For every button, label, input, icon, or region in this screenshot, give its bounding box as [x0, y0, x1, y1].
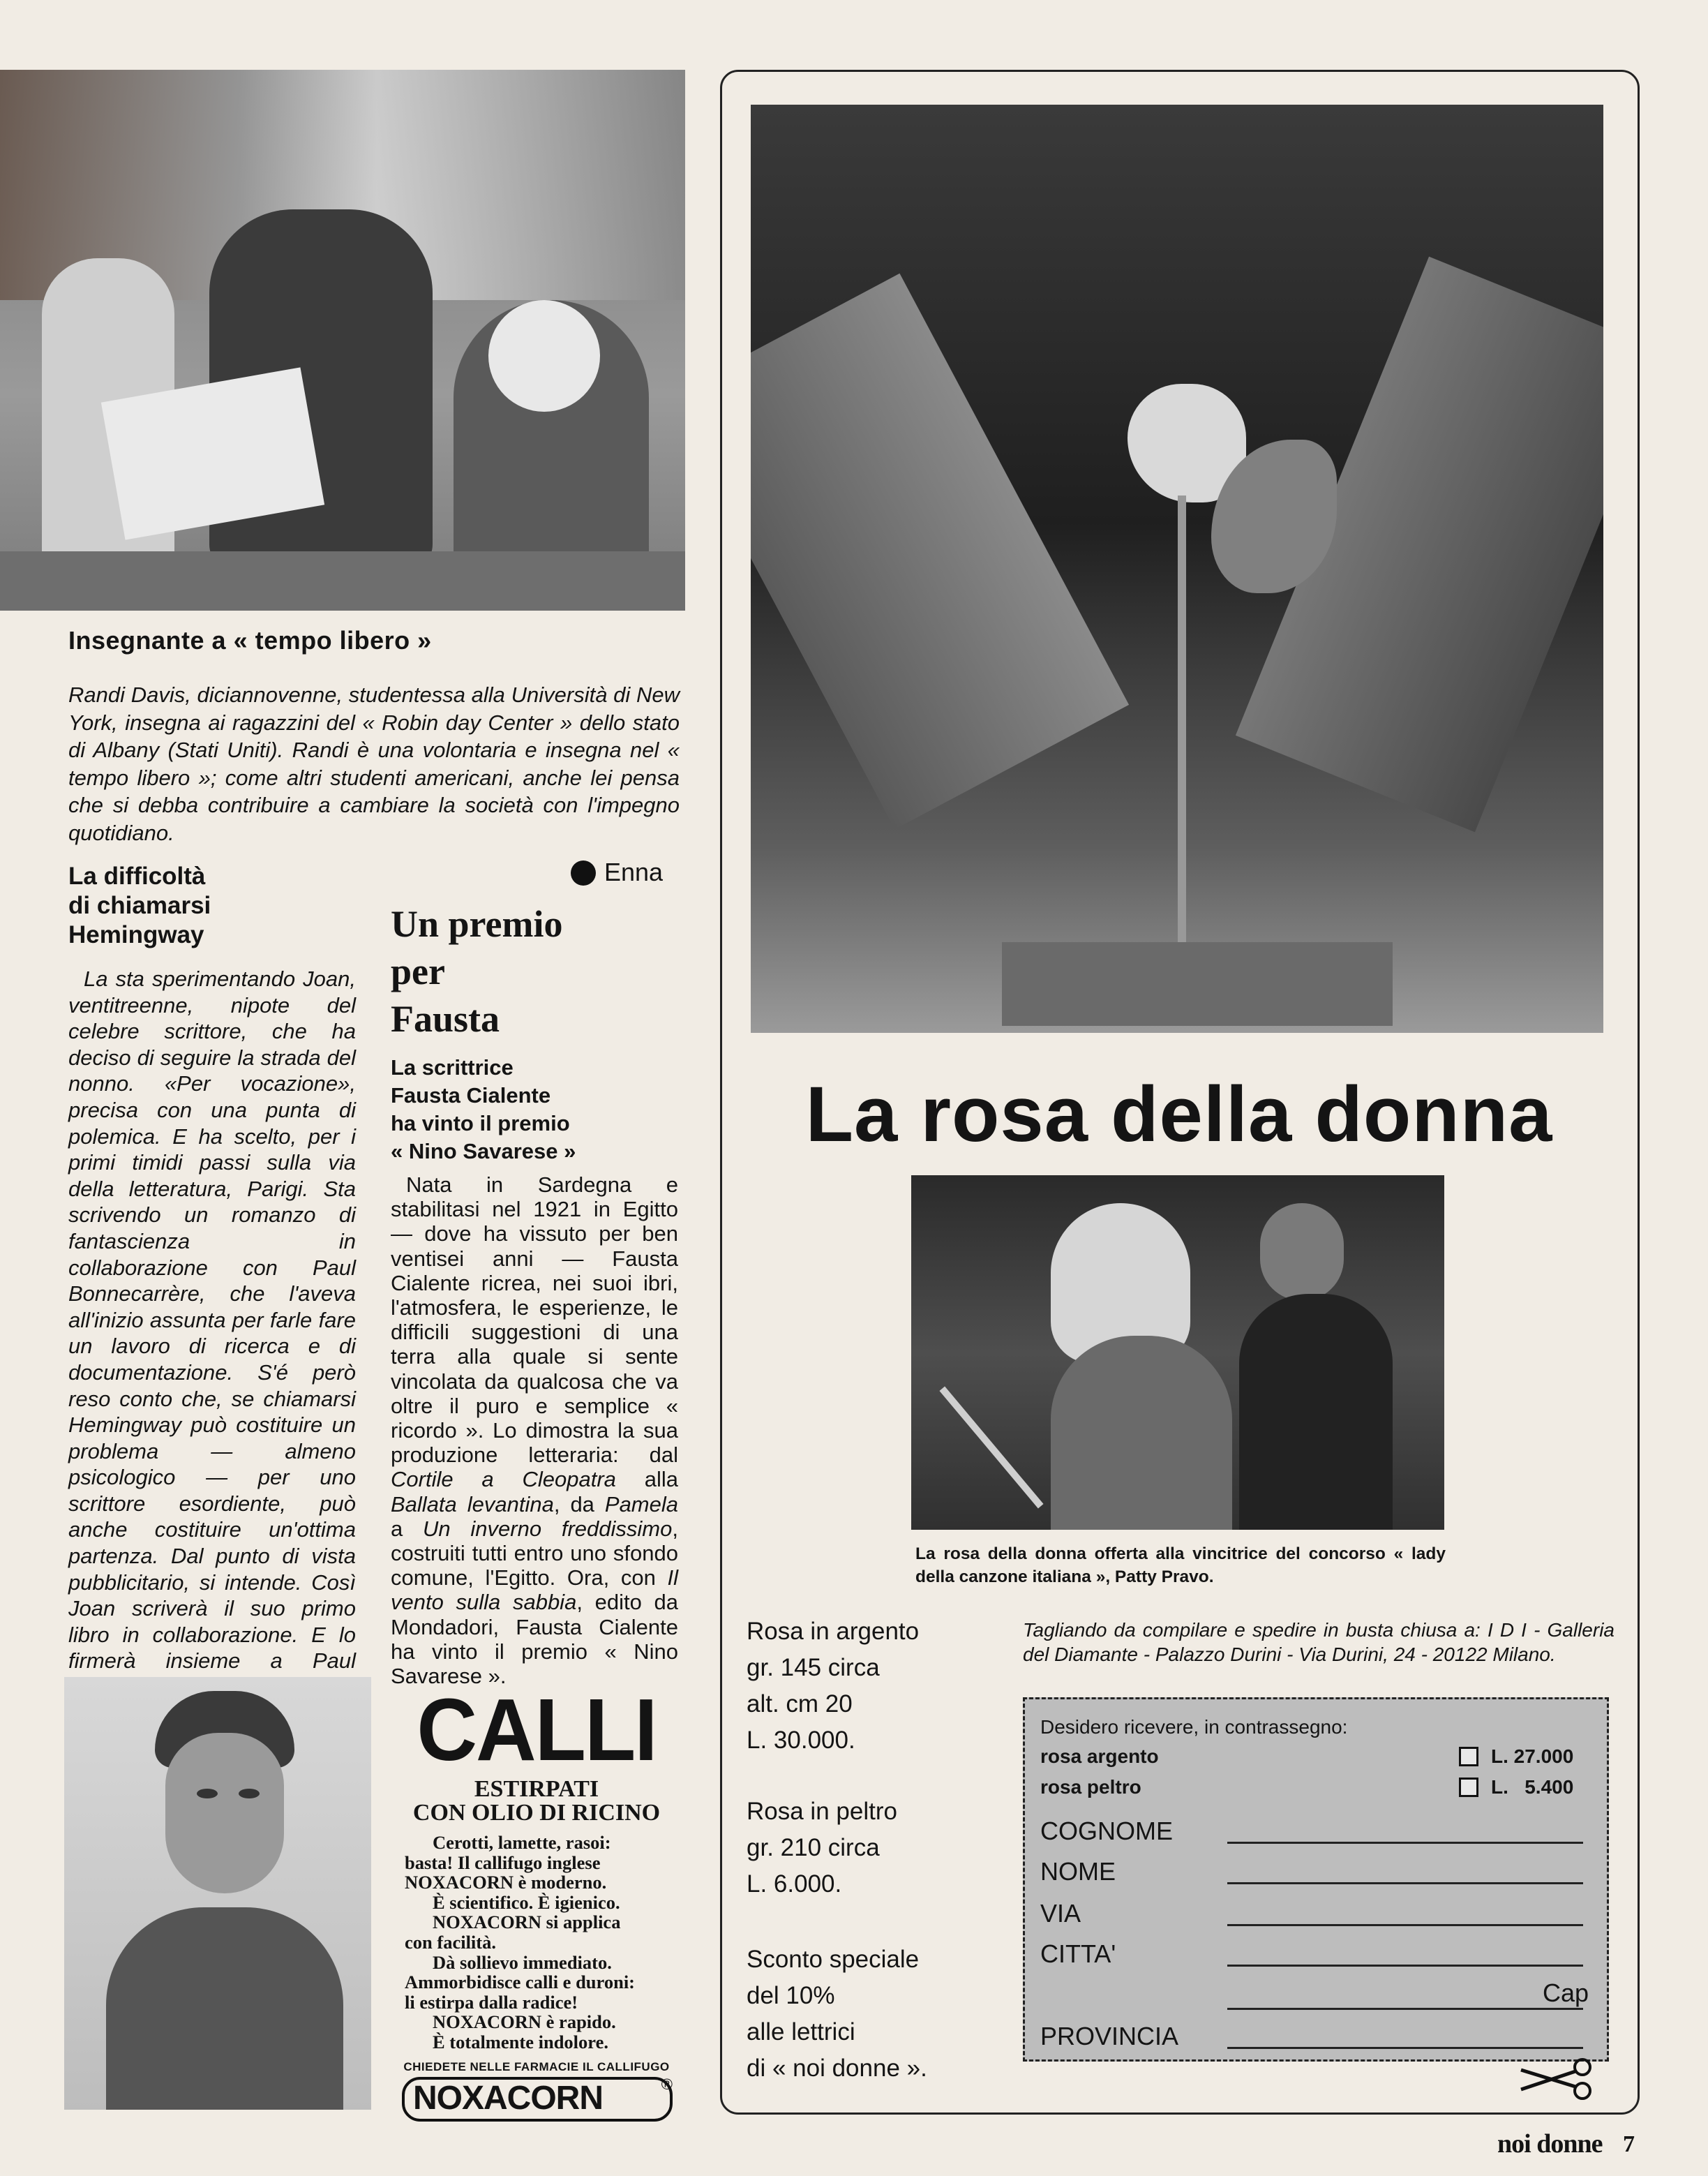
ad-calli-body-line: li estirpa dalla radice!: [405, 1991, 578, 2013]
article-hemingway-title-line1: La difficoltà: [68, 863, 206, 890]
article-premio-book3: Pamela: [604, 1491, 678, 1517]
coupon-field-nome-line[interactable]: [1227, 1882, 1583, 1884]
article-premio-title-line2: per: [391, 951, 445, 992]
article-premio-title-line1: Un premio: [391, 903, 563, 945]
coupon-field-cap-label: Cap: [1543, 1978, 1589, 2007]
article-premio-subtitle-line4: « Nino Savarese »: [391, 1139, 576, 1163]
offer-silver-line: alt. cm 20: [747, 1690, 853, 1717]
coupon-field-provincia-label: PROVINCIA: [1040, 2022, 1179, 2050]
article-premio-book4: Un inverno freddissimo: [423, 1516, 673, 1541]
offer-silver-line: gr. 145 circa: [747, 1654, 880, 1681]
article-premio-body-c: , da: [553, 1491, 605, 1517]
footer-magazine-name: noi donne: [1497, 2129, 1603, 2159]
ad-calli-headline: CALLI: [417, 1681, 657, 1780]
ad-calli-body-line: Dà sollievo immediato.: [433, 1951, 612, 1973]
ad-calli-body-line: È scientifico. È igienico.: [433, 1891, 620, 1913]
coupon-option-silver-price: L. 27.000: [1491, 1745, 1574, 1767]
offer-pewter-line: L. 6.000.: [747, 1870, 842, 1898]
photo-teacher-children: [0, 70, 685, 611]
article-premio-body: [391, 1172, 678, 1688]
ad-calli-body-line: NOXACORN si applica: [433, 1912, 621, 1933]
article-premio-book1: Cortile a Cleopatra: [391, 1467, 616, 1492]
photo-rose-sculpture: [751, 105, 1603, 1033]
article-premio-body-e: , costruiti tutti entro uno sfondo comune, l'Egitto. Ora, con: [391, 1516, 678, 1590]
discount-line: del 10%: [747, 1982, 835, 2009]
offer-silver-line: Rosa in argento: [747, 1618, 920, 1645]
article-premio-subtitle-line1: La scrittrice: [391, 1055, 514, 1080]
article-premio-book5: Il vento sulla sabbia: [391, 1565, 678, 1615]
ad-calli-body-line: basta! Il callifugo inglese: [405, 1851, 601, 1873]
article-tempo-libero-title: Insegnante a « tempo libero »: [68, 626, 432, 655]
offer-pewter-line: gr. 210 circa: [747, 1834, 880, 1861]
coupon-option-silver-checkbox[interactable]: [1459, 1747, 1478, 1766]
article-premio-location: Enna: [604, 858, 664, 886]
article-premio-subtitle-line2: Fausta Cialente: [391, 1083, 551, 1108]
coupon-option-pewter-label: rosa peltro: [1040, 1776, 1141, 1798]
ad-calli: [395, 1681, 678, 2120]
article-premio-body-d: a: [391, 1516, 424, 1541]
photo-joan-hemingway: [64, 1677, 371, 2110]
coupon-field-cap-line[interactable]: [1227, 2008, 1583, 2010]
ad-rosa-coupon-intro: Tagliando da compilare e spedire in busta chiusa a: I D I - Galleria del Diamante - Palazzo Durini - Via Durini, 24 - 20122 Milano.: [1023, 1619, 1615, 1665]
coupon-option-pewter-checkbox[interactable]: [1459, 1778, 1478, 1797]
offer-pewter-line: Rosa in peltro: [747, 1798, 897, 1825]
discount-line: alle lettrici: [747, 2018, 855, 2045]
coupon-header: Desidero ricevere, in contrassegno:: [1040, 1716, 1348, 1738]
scissors-icon: [1514, 2055, 1598, 2103]
ad-rosa-discount: [747, 1942, 991, 2087]
article-premio-body-a: Nata in Sardegna e stabilitasi nel 1921 in Egitto — dove ha vissuto per ben ventisei anni — Fausta Cialente ricrea, nei suoi ibri, l'atmosfera, le esperienze, le difficili suggestioni di una terra alla quale si sente vincolata da qualcosa che va oltre il puro e semplice « ricordo ». Lo dimostra la sua produzione letteraria: dal: [391, 1172, 678, 1468]
ad-rosa-offer-pewter: [747, 1794, 977, 1902]
offer-silver-line: L. 30.000.: [747, 1727, 855, 1754]
discount-line: Sconto speciale: [747, 1946, 920, 1973]
coupon-field-cognome-line[interactable]: [1227, 1842, 1583, 1844]
order-coupon[interactable]: [1023, 1697, 1609, 2062]
ad-calli-footnote: CHIEDETE NELLE FARMACIE IL CALLIFUGO: [403, 2060, 670, 2073]
ad-calli-body-line: Ammorbidisce calli e duroni:: [405, 1972, 636, 1993]
footer-page-number: 7: [1623, 2131, 1635, 2157]
article-hemingway-title-line2: di chiamarsi: [68, 892, 211, 919]
article-tempo-libero-body: Randi Davis, diciannovenne, studentessa alla Università di New York, insegna ai ragazzini del « Robin day Center » dello stato di Albany (Stati Uniti). Randi è una volontaria e insegna nel « tempo libero »; come altri studenti americani, anche lei pensa che si debba contribuire a cambiare la società con l'impegno quotidiano.: [68, 683, 680, 845]
ad-rosa-headline: La rosa della donna: [805, 1071, 1553, 1158]
ad-rosa-offer-silver: [747, 1614, 977, 1759]
ad-calli-body-line: NOXACORN è moderno.: [405, 1872, 607, 1893]
ad-calli-body-line: È totalmente indolore.: [433, 2031, 608, 2052]
discount-line: di « noi donne ».: [747, 2055, 927, 2082]
photo-patty-pravo: [911, 1175, 1444, 1530]
coupon-field-cognome-label: COGNOME: [1040, 1817, 1174, 1845]
article-premio-subtitle-line3: ha vinto il premio: [391, 1111, 570, 1135]
location-bullet-icon: [571, 860, 596, 886]
coupon-field-citta-line[interactable]: [1227, 1965, 1583, 1967]
article-premio-body-f: , edito da Mondadori, Fausta Cialente ha vinto il premio « Nino Savarese ».: [391, 1590, 678, 1689]
article-premio-book2: Ballata levantina: [391, 1491, 554, 1517]
article-premio-body-b: alla: [615, 1467, 678, 1492]
ad-calli-registered-mark: ®: [661, 2076, 673, 2093]
ad-calli-brand: NOXACORN: [413, 2080, 604, 2117]
coupon-field-provincia-line[interactable]: [1227, 2047, 1583, 2049]
article-premio-subtitle: [391, 1054, 670, 1165]
coupon-field-nome-label: NOME: [1040, 1857, 1116, 1886]
coupon-field-citta-label: CITTA': [1040, 1939, 1116, 1968]
article-hemingway-title: [68, 862, 347, 950]
article-premio-title-line3: Fausta: [391, 998, 500, 1040]
coupon-field-via-label: VIA: [1040, 1899, 1081, 1928]
ad-calli-line1: ESTIRPATI: [474, 1776, 599, 1802]
ad-calli-body: [405, 1833, 677, 2052]
coupon-option-silver-label: rosa argento: [1040, 1745, 1159, 1767]
ad-calli-body-line: NOXACORN è rapido.: [433, 2011, 616, 2033]
article-hemingway-title-line3: Hemingway: [68, 921, 204, 948]
ad-calli-line2: CON OLIO DI RICINO: [412, 1800, 661, 1826]
article-hemingway-body: La sta sperimentando Joan, ventitreenne, nipote del celebre scrittore, che ha deciso di seguire la strada del nonno. «Per vocazione», precisa con una punta di polemica. E ha scelto, per i primi timidi passi sulla via della letteratura, Parigi. Sta scrivendo un romanzo di fantascienza in collaborazione con Paul Bonnecarrère, che l'aveva all'inizio assunta per farle fare un lavoro di ricerca e di documentazione. S'é però reso conto che, se chiamarsi Hemingway può costituire un problema — almeno psicologico — per uno scrittore esordiente, può anche costituire un'ottima partenza. Dal punto di vista pubblicitario, si intende. Così Joan scriverà il suo primo libro in collaborazione. E lo firmerà insieme a Paul: [68, 967, 356, 1674]
article-premio-title: [391, 900, 670, 1043]
ad-calli-brand-box: [402, 2077, 673, 2122]
ad-calli-body-line: Cerotti, lamette, rasoi:: [433, 1832, 611, 1853]
ad-rosa-photo-caption: La rosa della donna offerta alla vincitrice del concorso « lady della canzone italiana », Patty Pravo.: [915, 1544, 1446, 1586]
ad-calli-body-line: con facilità.: [405, 1931, 496, 1953]
coupon-option-pewter-price: L. 5.400: [1491, 1776, 1574, 1798]
coupon-field-via-line[interactable]: [1227, 1924, 1583, 1926]
